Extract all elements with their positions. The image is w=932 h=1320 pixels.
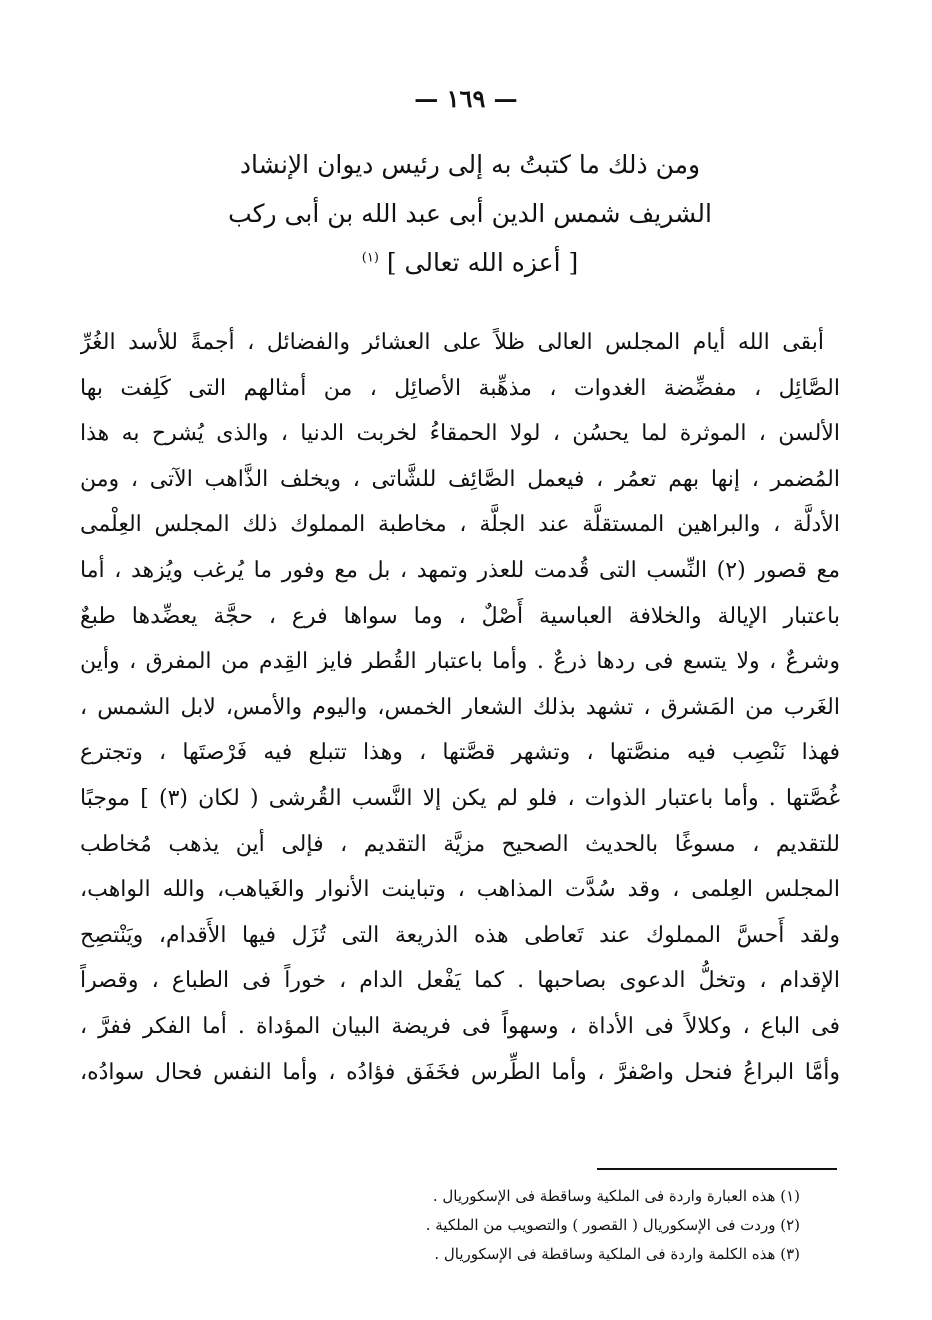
- footnote-marker-1: (١): [361, 250, 379, 266]
- heading-line-1: ومن ذلك ما كتبتُ به إلى رئيس ديوان الإنشاد: [239, 150, 701, 179]
- footnote-divider: [597, 1168, 837, 1170]
- body-line: للتقديم ، مسوغًا بالحديث الصحيح مزيَّة التقديم ، فإلى أين يذهب مُخاطب: [80, 831, 840, 857]
- body-line: وشرعٌ ، ولا يتسع فى ردها ذرعٌ . وأما باعتبار القُطر فايز القِدم من المفرق ، وأين: [80, 649, 840, 675]
- heading-line-2: الشريف شمس الدين أبى عبد الله بن أبى ركب: [228, 199, 712, 228]
- body-text: [80, 320, 840, 1095]
- body-line: الألسن ، الموثرة لما يحسُن ، لولا الحمقاءُ لخربت الدنيا ، والذى يُشرح به هذا: [80, 421, 840, 447]
- footnote-2: (٢) وردت فى الإسكوريال ( القصور ) والتصويب من الملكية .: [425, 1216, 800, 1234]
- body-line: باعتبار الإيالة والخلافة العباسية أَصْلٌ ، وما سواها فرع ، حجَّة يعضِّدها طبعٌ: [80, 603, 840, 629]
- body-line: الإقدام ، وتخلُّ الدعوى بصاحبها . كما يَفْعل الدام ، خوراً فى الطباع ، وقصراً: [80, 968, 840, 994]
- body-line: الصَّائِل ، مفضِّضة الغدوات ، مذهِّبة الأصائِل ، من أمثالهم التى كَلِفت بها: [80, 375, 840, 401]
- footnotes: [330, 1182, 800, 1269]
- body-line: الغَرب من المَشرق ، تشهد بذلك الشعار الخمس، واليوم والأمس، لابل الشمس ،: [80, 694, 840, 720]
- section-heading: [170, 140, 770, 287]
- body-line: فى الباع ، وكلالاً فى الأداة ، وسهواً فى فريضة البيان المؤداة . أما الفكر ففرَّ ،: [80, 1013, 840, 1039]
- body-line: الأدلَّة ، والبراهين المستقلَّة عند الجلَّة ، مخاطبة المملوك ذلك المجلس العِلْمى: [80, 512, 840, 538]
- body-line: أبقى الله أيام المجلس العالى ظلاً على العشائر والفضائل ، أجمةً للأسد الغُرِّ: [80, 330, 824, 355]
- heading-line-3: [170, 238, 770, 287]
- footnote-3: (٣) هذه الكلمة واردة فى الملكية وساقطة فى الإسكوريال .: [434, 1245, 800, 1263]
- body-line: ولقد أَحسَّ المملوك عند تَعاطى هذه الذريعة التى تُزَل فيها الأَقدام، ويَنْتصِح: [80, 922, 840, 948]
- heading-line-3-text: [ أعزه الله تعالى ]: [386, 248, 579, 277]
- body-line: مع قصور (٢) النِّسب التى قُدمت للعذر وتمهد ، بل مع وفور ما يُرغب ويُزهد ، أما: [80, 557, 840, 583]
- body-line: وأمَّا البراعُ فنحل واصْفرَّ ، وأما الطِّرس فخَفَق فؤادُه ، وأما النفس فحال سوادُه،: [80, 1059, 840, 1085]
- body-line: غُصَّتها . وأما باعتبار الذوات ، فلو لم يكن إلا النَّسب القُرشى ( لكان (٣) ] موجبًا: [80, 785, 840, 811]
- footnote-1: (١) هذه العبارة واردة فى الملكية وساقطة فى الإسكوريال .: [432, 1187, 800, 1205]
- body-line: فهذا نَنْصِب فيه منصَّتها ، وتشهر قصَّتها ، وهذا تتبلع فيه فَرْصتَها ، وتجترع: [80, 740, 840, 766]
- body-line: المُضمر ، إنها بهم تعمُر ، فيعمل الصَّائِف للشَّاتى ، ويخلف الذَّاهب الآتى ، ومن: [80, 466, 840, 492]
- body-line: المجلس العِلمى ، وقد سُدَّت المذاهب ، وتباينت الأنوار والغَياهب، والله الواهب،: [80, 877, 840, 903]
- page-number: — ١٦٩ —: [414, 84, 518, 113]
